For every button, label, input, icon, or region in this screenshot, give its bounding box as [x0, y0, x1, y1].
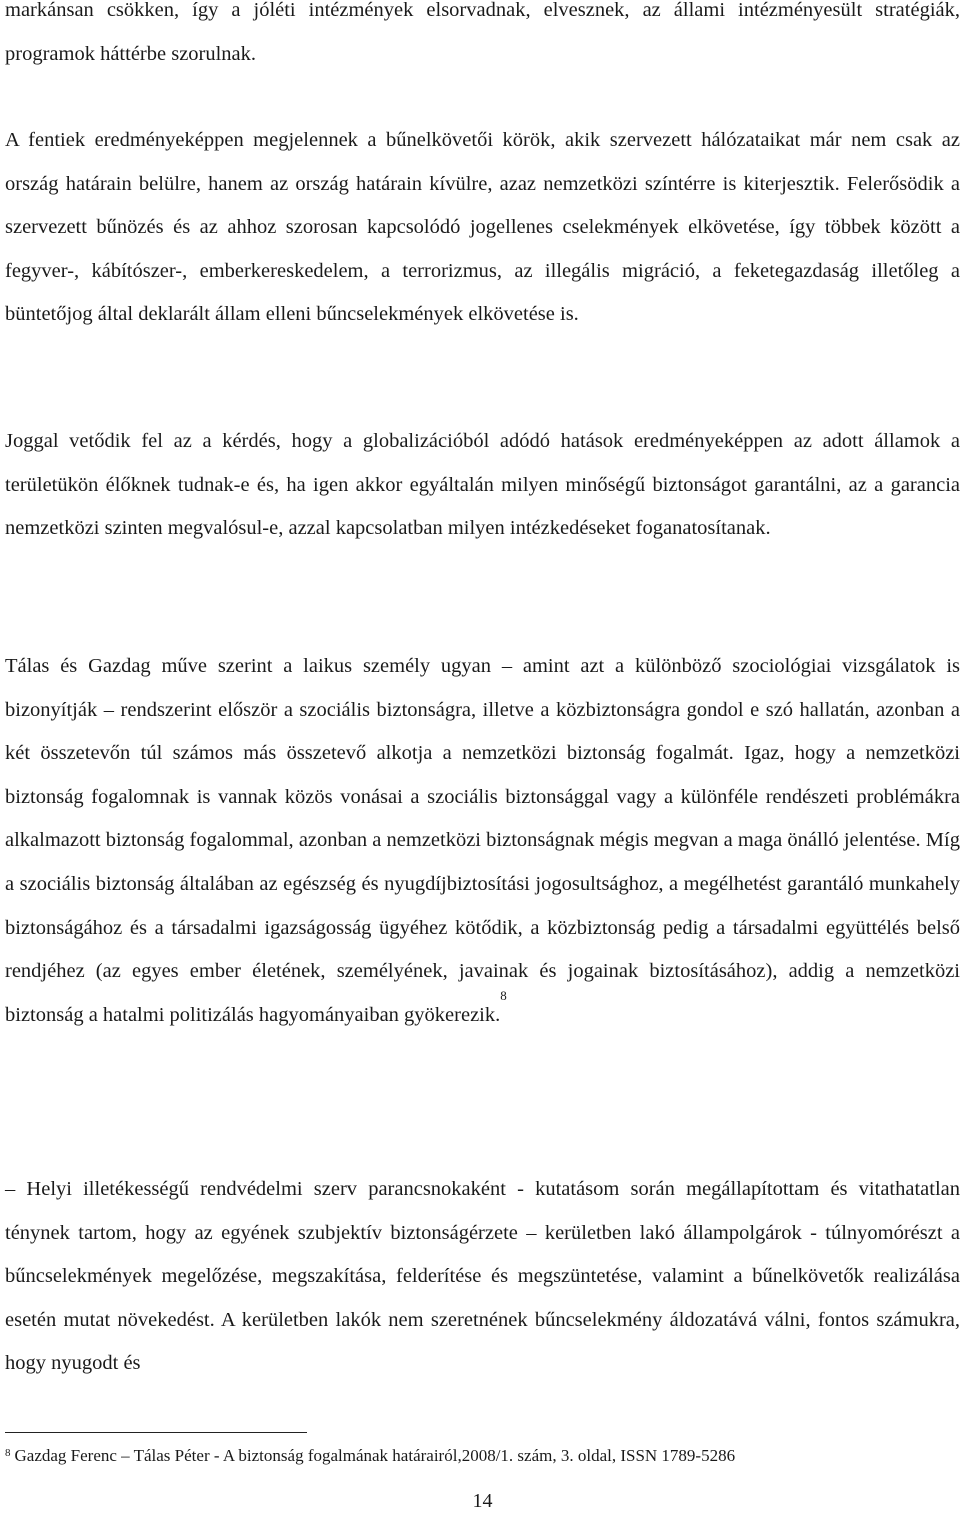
paragraph: [5, 420, 960, 551]
paragraph: [5, 119, 960, 337]
paragraph: [5, 1168, 960, 1386]
footnote-number: 8: [5, 1447, 11, 1459]
footnote-reference[interactable]: 8: [500, 987, 507, 1003]
footnote-text: Gazdag Ferenc ‒ Tálas Péter - A biztonság fogalmának határairól,2008/1. szám, 3. oldal, ISSN 1789-5286: [14, 1446, 736, 1465]
paragraph-text: markánsan csökken, így a jóléti intézmények elsorvadnak, elvesznek, az állami intézményesült stratégiák, programok háttérbe szorulnak.: [5, 0, 960, 65]
paragraph-text: ‒ Helyi illetékességű rendvédelmi szerv parancsnokaként - kutatásom során megállapítottam és vitathatatlan ténynek tartom, hogy az egyének szubjektív biztonságérzete ‒ kerületben lakó állampolgárok - túlnyomórészt a bűncselekmények megelőzése, megszakítása, felderítése és megszüntetése, valamint a bűnelkövetők realizálása esetén mutat növekedést. A kerületben lakók nem szeretnének bűncselekmény áldozatává válni, fontos számukra, hogy nyugodt és: [5, 1178, 960, 1375]
paragraph-text: Joggal vetődik fel az a kérdés, hogy a globalizációból adódó hatások eredményeképpen az adott államok a területükön élőknek tudnak-e és, ha igen akkor egyáltalán milyen minőségű biztonságot garantálni, az a garancia nemzetközi szinten megvalósul-e, azzal kapcsolatban milyen intézkedéseket foganatosítanak.: [5, 430, 960, 540]
paragraph-text: A fentiek eredményeképpen megjelennek a bűnelkövetői körök, akik szervezett hálózataikat már nem csak az ország határain belülre, hanem az ország határain kívülre, azaz nemzetközi színtérre is kiterjesztik. Felerősödik a szervezett bűnözés és az ahhoz szorosan kapcsolódó jogellenes cselekmények elkövetése, így többek között a fegyver-, kábítószer-, emberkereskedelem, a terrorizmus, az illegális migráció, a feketegazdaság illetőleg a büntetőjog által deklarált állam elleni bűncselekmények elkövetése is.: [5, 129, 960, 326]
paragraph-text: Tálas és Gazdag műve szerint a laikus személy ugyan ‒ amint azt a különböző szociológiai vizsgálatok is bizonyítják ‒ rendszerint először a szociális biztonságra, illetve a közbiztonságra gondol e szó hallatán, azonban a két összetevőn túl számos más összetevő alkotja a nemzetközi biztonság fogalmát. Igaz, hogy a nemzetközi biztonság fogalomnak is vannak közös vonásai a szociális biztonsággal vagy a különféle rendészeti problémákra alkalmazott biztonság fogalommal, azonban a nemzetközi biztonságnak mégis megvan a maga önálló jelentése. Míg a szociális biztonság általában az egészség és nyugdíjbiztosítási jogosultsághoz, a megélhetést garantáló munkahely biztonságához és a társadalmi igazságosság ügyéhez kötődik, a közbiztonság pedig a társadalmi együttélés belső rendjéhez (az egyes ember életének, személyének, javainak és jogainak biztosításához), addig a nemzetközi biztonság a hatalmi politizálás hagyományaiban gyökerezik.: [5, 655, 960, 1026]
page-number: 14: [472, 1490, 493, 1512]
footnote-divider: [5, 1432, 307, 1433]
footnote: [5, 1446, 960, 1466]
paragraph: [5, 0, 960, 76]
paragraph: [5, 645, 960, 1037]
